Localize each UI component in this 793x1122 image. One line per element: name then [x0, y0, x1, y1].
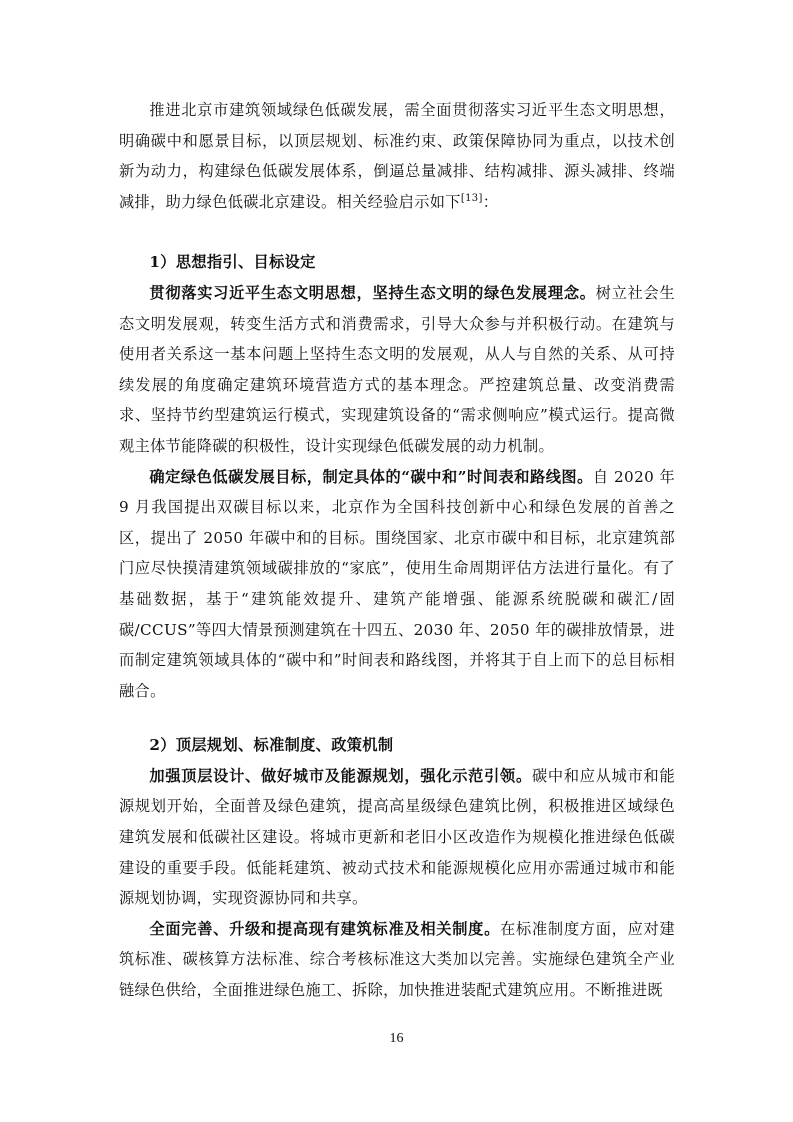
section1-paragraph-1 [119, 278, 675, 462]
intro-ending: ： [482, 192, 499, 211]
section2-paragraph-2 [119, 914, 675, 1006]
section2-paragraph-1 [119, 761, 675, 914]
section1-paragraph-2-text: 自 2020 年 9 月我国提出双碳目标以来，北京作为全国科技创新中心和绿色发展的首善之区，提出了 2050 年碳中和的目标。围绕国家、北京市碳中和目标，北京建筑部门应尽快摸清建筑领域碳排放的“家底”，使用生命周期评估方法进行量化。有了基础数据，基于“建筑能效提升、建筑产能增强、能源系统脱碳和碳汇/固碳/CCUS”等四大情景预测建筑在十四五、2030 年、2050 年的碳排放情景，进而制定建筑领域具体的“碳中和”时间表和路线图，并将其于自上而下的总目标相融合。 [119, 467, 676, 700]
section1-paragraph-1-lead: 贯彻落实习近平生态文明思想，坚持生态文明的绿色发展理念。 [149, 283, 596, 302]
section2-paragraph-1-lead: 加强顶层设计、做好城市及能源规划，强化示范引领。 [149, 766, 532, 785]
section2-paragraph-2-lead: 全面完善、升级和提高现有建筑标准及相关制度。 [149, 919, 501, 938]
section-heading-2: 2）顶层规划、标准制度、政策机制 [149, 736, 394, 755]
intro-paragraph [119, 95, 675, 217]
section2-paragraph-2-text: 在标准制度方面，应对建筑标准、碳核算方法标准、综合考核标准这大类加以完善。实施绿色建筑全产业链绿色供给，全面推进绿色施工、拆除，加快推进装配式建筑应用。不断推进既 [119, 919, 675, 1000]
section1-paragraph-2-lead: 确定绿色低碳发展目标，制定具体的“碳中和”时间表和路线图。 [149, 467, 593, 486]
page-number: 16 [389, 1031, 404, 1046]
citation-reference[interactable]: [13] [460, 192, 483, 204]
intro-text: 推进北京市建筑领域绿色低碳发展，需全面贯彻落实习近平生态文明思想，明确碳中和愿景目标，以顶层规划、标准约束、政策保障协同为重点，以技术创新为动力，构建绿色低碳发展体系，倒逼总量减排、结构减排、源头减排、终端减排，助力绿色低碳北京建设。相关经验启示如下 [119, 101, 675, 211]
section1-paragraph-1-text: 树立社会生态文明发展观，转变生活方式和消费需求，引导大众参与并积极行动。在建筑与使用者关系这一基本问题上坚持生态文明的发展观，从人与自然的关系、从可持续发展的角度确定建筑环境营造方式的基本理念。严控建筑总量、改变消费需求、坚持节约型建筑运行模式，实现建筑设备的“需求侧响应”模式运行。提高微观主体节能降碳的积极性，设计实现绿色低碳发展的动力机制。 [119, 283, 675, 455]
section-heading-1: 1）思想指引、目标设定 [149, 253, 316, 272]
document-body [119, 95, 675, 1006]
section1-paragraph-2 [119, 462, 675, 707]
section2-paragraph-1-text: 碳中和应从城市和能源规划开始，全面普及绿色建筑，提高高星级绿色建筑比例，积极推进区域绿色建筑发展和低碳社区建设。将城市更新和老旧小区改造作为规模化推进绿色低碳建设的重要手段。低能耗建筑、被动式技术和能源规模化应用亦需通过城市和能源规划协调，实现资源协同和共享。 [119, 766, 675, 908]
section-spacer [119, 706, 675, 730]
section-spacer [119, 217, 675, 247]
